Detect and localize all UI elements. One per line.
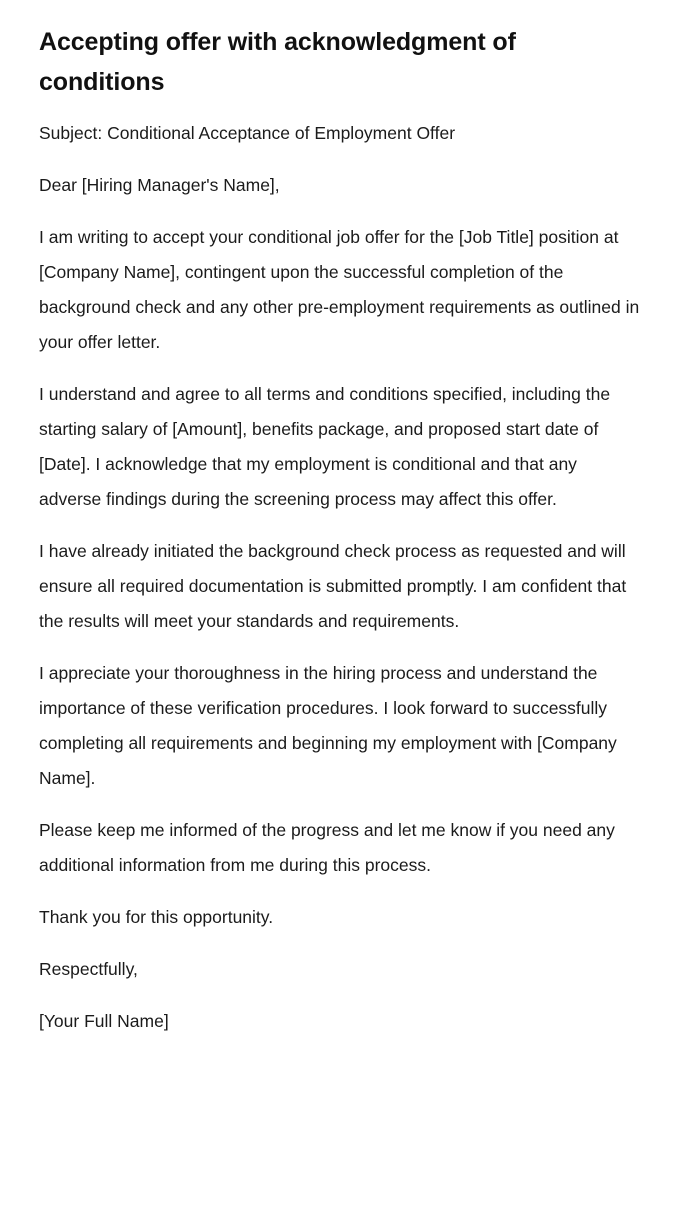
paragraph-salutation: Dear [Hiring Manager's Name], [39,175,280,195]
paragraph-acceptance: I am writing to accept your conditional job offer for the [Job Title] position at [Company Name], contingent upon the successful completion of the background check and any other pre-employment requirements as outlined in your offer letter. [39,227,640,352]
paragraph-terms-agreement: I understand and agree to all terms and conditions specified, including the starting salary of [Amount], benefits package, and proposed start date of [Date]. I acknowledge that my employment is conditional and that any adverse findings during the screening process may affect this offer. [39,384,611,509]
paragraph-signature-name: [Your Full Name] [39,1011,169,1031]
paragraph-request-updates: Please keep me informed of the progress and let me know if you need any additional information from me during this process. [39,820,615,875]
paragraph-thank-you: Thank you for this opportunity. [39,907,274,927]
page-title: Accepting offer with acknowledgment of conditions [39,28,516,96]
paragraph-background-check: I have already initiated the background check process as requested and will ensure all required documentation is submitted promptly. I am confident that the results will meet your standards and requirements. [39,541,627,631]
letter-body [39,116,642,1039]
paragraph-closing: Respectfully, [39,959,138,979]
paragraph-appreciation: I appreciate your thoroughness in the hiring process and understand the importance of these verification procedures. I look forward to successfully completing all requirements and beginning my employment with [Company Name]. [39,663,617,788]
paragraph-subject-line: Subject: Conditional Acceptance of Employment Offer [39,123,456,143]
